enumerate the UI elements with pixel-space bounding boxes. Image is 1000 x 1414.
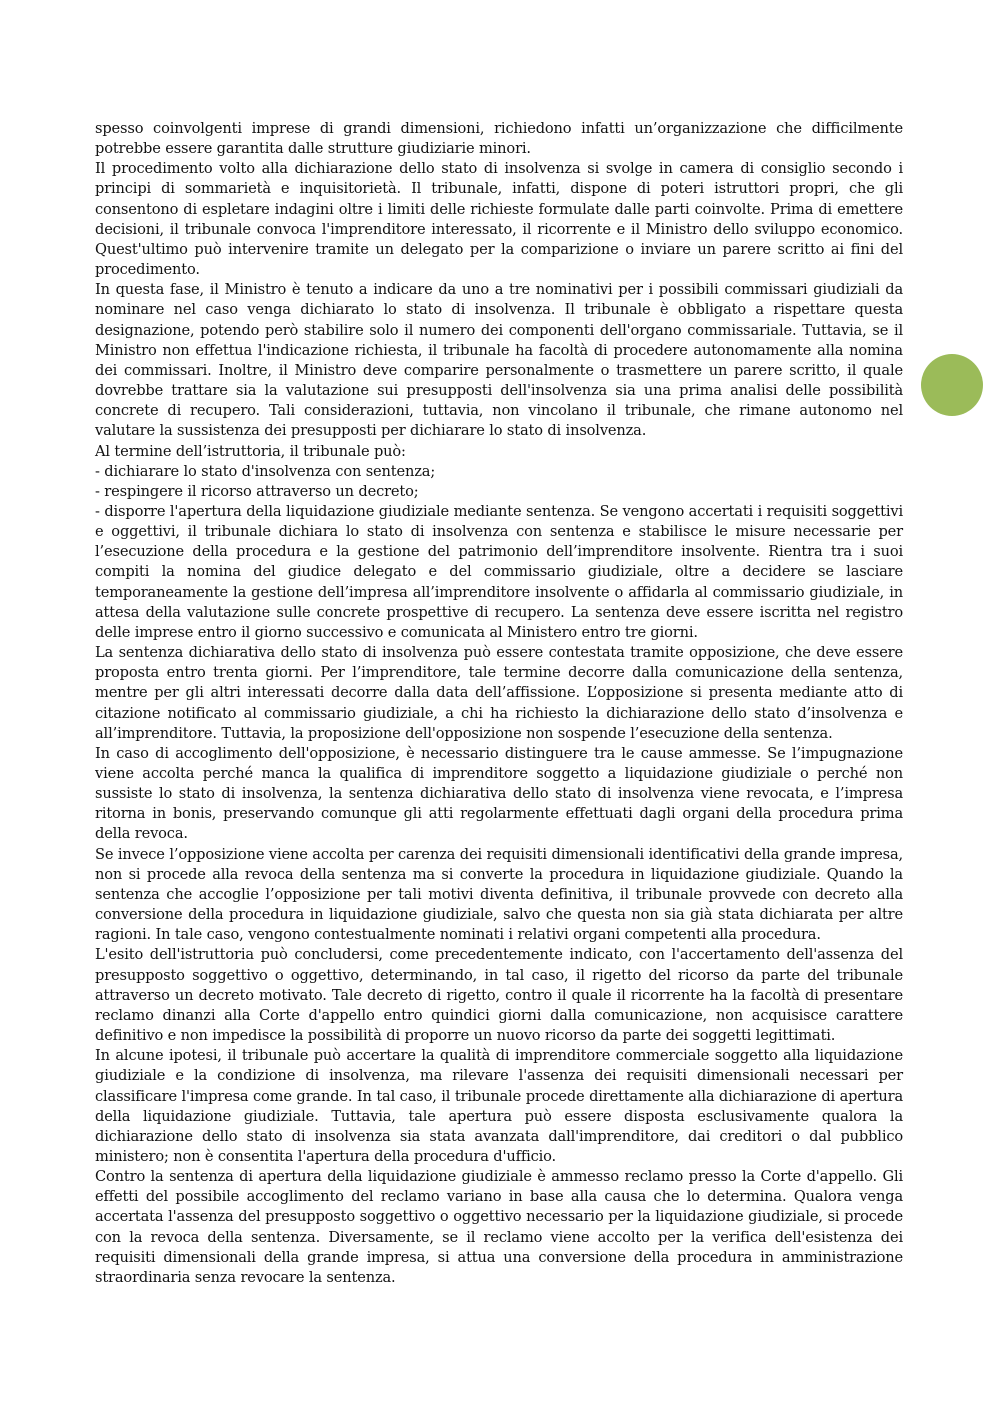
decorative-circle — [921, 354, 983, 416]
paragraph: spesso coinvolgenti imprese di grandi dimensioni, richiedono infatti un’organizzazione che difficilmente potrebbe essere garantita dalle strutture giudiziarie minori. — [95, 120, 903, 158]
paragraph: In alcune ipotesi, il tribunale può accertare la qualità di imprenditore commerciale soggetto alla liquidazione giudiziale e la condizione di insolvenza, ma rilevare l'assenza dei requisiti dimensionali necessari per classificare l'impresa come grande. In tal caso, il tribunale procede direttamente alla dichiarazione di apertura della liquidazione giudiziale. Tuttavia, tale apertura può essere disposta esclusivamente qualora la dichiarazione dello stato di insolvenza sia stata avanzata dall'imprenditore, dai creditori o dal pubblico ministero; non è consentita l'apertura della procedura d'ufficio. — [95, 1047, 903, 1165]
list-item: - respingere il ricorso attraverso un decreto; — [95, 482, 419, 500]
body-text — [95, 119, 903, 1288]
paragraph: In caso di accoglimento dell'opposizione, è necessario distinguere tra le cause ammesse. Se l’impugnazione viene accolta perché manca la qualifica di imprenditore soggetto a liquidazione giudiziale o perché non sussiste lo stato di insolvenza, la sentenza dichiarativa dello stato di insolvenza viene revocata, e l’impresa ritorna in bonis, preservando comunque gli atti regolarmente effettuati dagli organi della procedura prima della revoca. — [95, 744, 903, 843]
paragraph: In questa fase, il Ministro è tenuto a indicare da uno a tre nominativi per i possibili commissari giudiziali da nominare nel caso venga dichiarato lo stato di insolvenza. Il tribunale è obbligato a rispettare questa designazione, potendo però stabilire solo il numero dei componenti dell'organo commissariale. Tuttavia, se il Ministro non effettua l'indicazione richiesta, il tribunale ha facoltà di procedere autonomamente alla nomina dei commissari. Inoltre, il Ministro deve comparire personalmente o trasmettere un parere scritto, il quale dovrebbe trattare sia la valutazione sui presupposti dell'insolvenza sia una prima analisi delle possibilità concrete di recupero. Tali considerazioni, tuttavia, non vincolano il tribunale, che rimane autonomo nel valutare la sussistenza dei presupposti per dichiarare lo stato di insolvenza. — [95, 281, 903, 440]
paragraph: L'esito dell'istruttoria può concludersi, come precedentemente indicato, con l'accertamento dell'assenza del presupposto soggettivo o oggettivo, determinando, in tal caso, il rigetto del ricorso da parte del tribunale attraverso un decreto motivato. Tale decreto di rigetto, contro il quale il ricorrente ha la facoltà di presentare reclamo dinanzi alla Corte d'appello entro quindici giorni dalla comunicazione, non acquisisce carattere definitivo e non impedisce la possibilità di proporre un nuovo ricorso da parte dei soggetti legittimati. — [95, 946, 903, 1045]
paragraph: Il procedimento volto alla dichiarazione dello stato di insolvenza si svolge in camera di consiglio secondo i principi di sommarietà e inquisitorietà. Il tribunale, infatti, dispone di poteri istruttori propri, che gli consentono di espletare indagini oltre i limiti delle richieste formulate dalle parti coinvolte. Prima di emettere decisioni, il tribunale convoca l'imprenditore interessato, il ricorrente e il Ministro dello sviluppo economico. Quest'ultimo può intervenire tramite un delegato per la comparizione o inviare un parere scritto ai fini del procedimento. — [95, 160, 903, 279]
paragraph: Se invece l’opposizione viene accolta per carenza dei requisiti dimensionali identificativi della grande impresa, non si procede alla revoca della sentenza ma si converte la procedura in liquidazione giudiziale. Quando la sentenza che accoglie l’opposizione per tali motivi diventa definitiva, il tribunale provvede con decreto alla conversione della procedura in liquidazione giudiziale, salvo che questa non sia già stata dichiarata per altre ragioni. In tale caso, vengono contestualmente nominati i relativi organi competenti alla procedura. — [95, 845, 903, 944]
list-item: - disporre l'apertura della liquidazione giudiziale mediante sentenza. Se vengono accertati i requisiti soggettivi e oggettivi, il tribunale dichiara lo stato di insolvenza con sentenza e stabilisce le misure necessarie per l’esecuzione della procedura e la gestione del patrimonio dell’imprenditore insolvente. Rientra tra i suoi compiti la nomina del giudice delegato e del commissario giudiziale, oltre a decidere se lasciare temporaneamente la gestione dell’impresa all’imprenditore insolvente o affidarla al commissario giudiziale, in attesa della valutazione sulle concrete prospettive di recupero. La sentenza deve essere iscritta nel registro delle imprese entro il giorno successivo e comunicata al Ministero entro tre giorni. — [95, 502, 903, 641]
list-intro: Al termine dell’istruttoria, il tribunale può: — [95, 442, 406, 460]
list-item: - dichiarare lo stato d'insolvenza con sentenza; — [95, 462, 436, 480]
paragraph: Contro la sentenza di apertura della liquidazione giudiziale è ammesso reclamo presso la Corte d'appello. Gli effetti del possibile accoglimento del reclamo variano in base alla causa che lo determina. Qualora venga accertata l'assenza del presupposto soggettivo o oggettivo necessario per la liquidazione giudiziale, si procede con la revoca della sentenza. Diversamente, se il reclamo viene accolto per la verifica dell'esistenza dei requisiti dimensionali della grande impresa, si attua una conversione della procedura in amministrazione straordinaria senza revocare la sentenza. — [95, 1168, 903, 1286]
paragraph: La sentenza dichiarativa dello stato di insolvenza può essere contestata tramite opposizione, che deve essere proposta entro trenta giorni. Per l’imprenditore, tale termine decorre dalla comunicazione della sentenza, mentre per gli altri interessati decorre dalla data dell’affissione. L’opposizione si presenta mediante atto di citazione notificato al commissario giudiziale, a chi ha richiesto la dichiarazione dello stato d’insolvenza e all’imprenditore. Tuttavia, la proposizione dell'opposizione non sospende l’esecuzione della sentenza. — [95, 644, 903, 742]
